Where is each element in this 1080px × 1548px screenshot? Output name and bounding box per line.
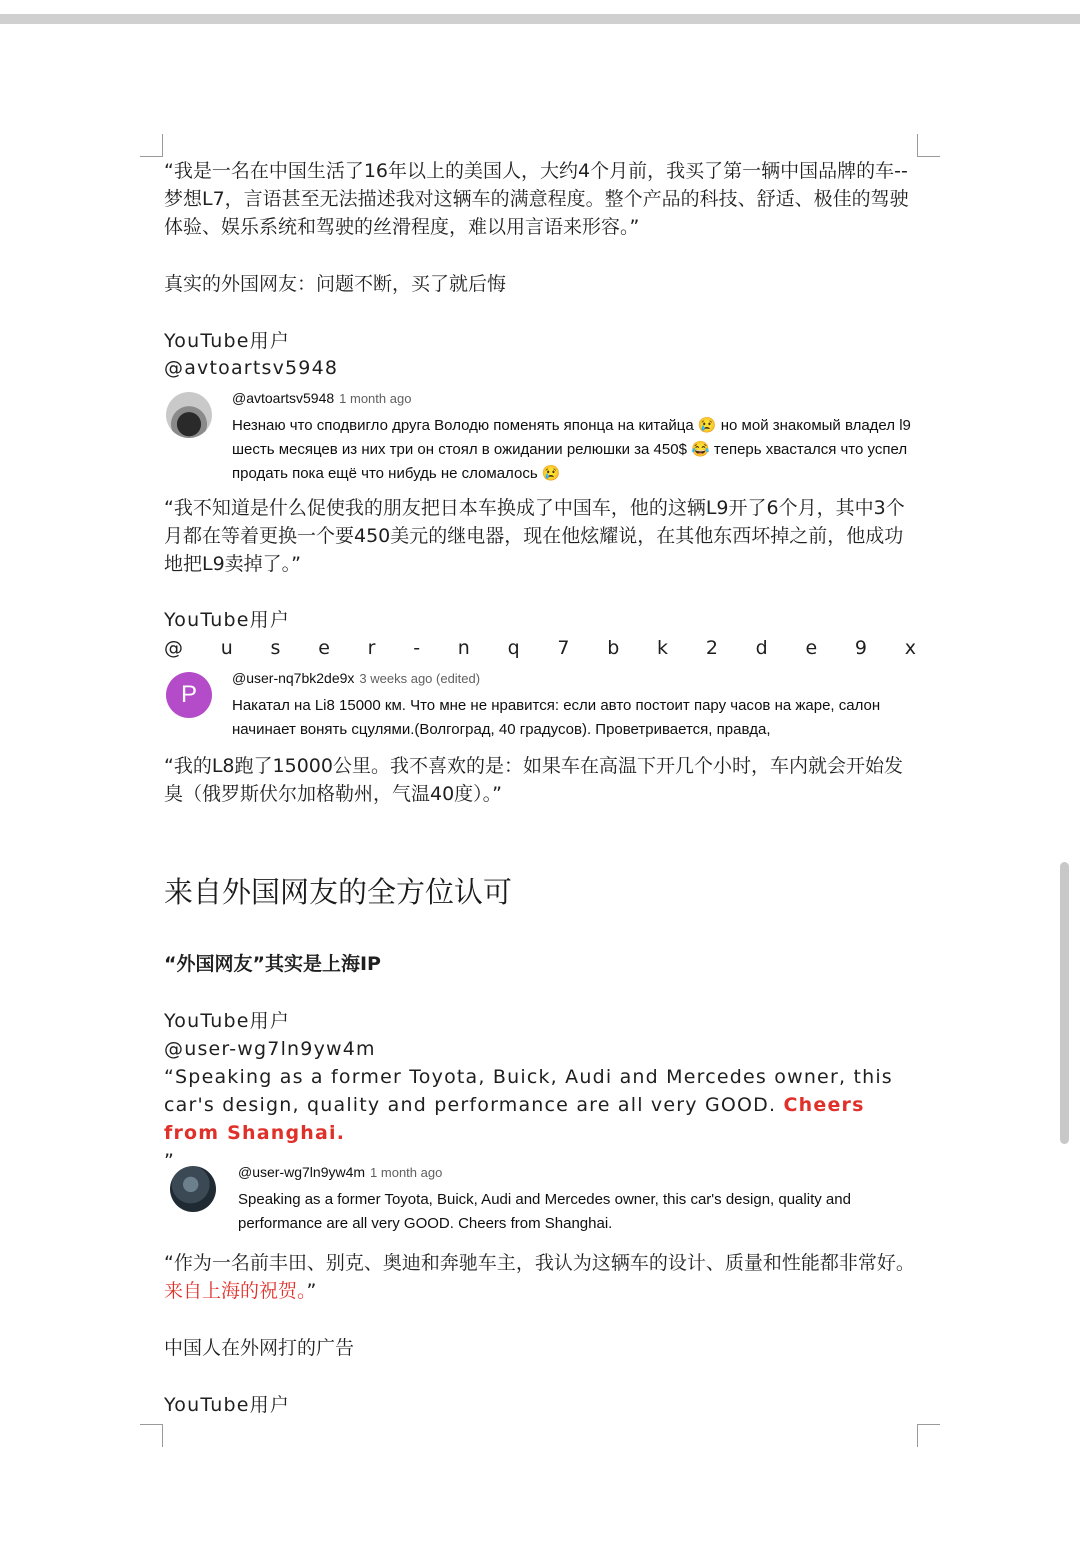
crop-mark-bottom-left xyxy=(140,1424,163,1447)
cheers-from-shanghai-text: Cheers from Shanghai. xyxy=(164,1094,865,1144)
comment-body-1: Незнаю что сподвигло друга Володю поменять японца на китайца 😢 но мой знакомый владел l9 шесть месяцев из них три он стоял в ожидании релюшки за 450$ 😂 теперь хвастался что успел продать пока ещё что нибудь не сломалось 😢 xyxy=(232,417,911,482)
english-quote-close: ” xyxy=(164,1150,176,1172)
comment-header-3 xyxy=(238,1162,442,1183)
paragraph-l9-relay-translation: “我不知道是什么促使我的朋友把日本车换成了中国车，他的这辆L9开了6个月，其中3个月都在等着更换一个要450美元的继电器，现在他炫耀说，在其他东西坏掉之前，他成功地把L9卖掉了。” xyxy=(164,497,905,575)
english-quote-text: “Speaking as a former Toyota, Buick, Audi and Mercedes owner, this car's design, quality and performance are all very GOOD. xyxy=(164,1066,893,1116)
comment-handle-1: @avtoartsv5948 xyxy=(232,390,335,406)
comment-body-3: Speaking as a former Toyota, Buick, Audi and Mercedes owner, this car's design, quality and performance are all very GOOD. Cheers from Shanghai. xyxy=(238,1191,851,1232)
vertical-scrollbar-thumb[interactable] xyxy=(1060,862,1069,1144)
source-label-2: YouTube用户 xyxy=(164,609,291,631)
crop-mark-bottom-right xyxy=(917,1424,940,1447)
user-handle-3: @user-wg7ln9yw4m xyxy=(164,1038,376,1060)
comment-header-1 xyxy=(232,388,411,409)
paragraph-shanghai-ip xyxy=(164,950,916,978)
paragraph-english-quote xyxy=(164,1063,916,1175)
crop-mark-top-left xyxy=(140,134,163,157)
photo-avatar-icon xyxy=(170,1166,216,1212)
comment-body-2: Накатал на Li8 15000 км. Что мне не нравится: если авто постоит пару часов на жаре, салон начинает вонять сцулями.(Волгоград, 40 градусов). Проветривается, правда, xyxy=(232,697,881,738)
comment-time-3: 1 month ago xyxy=(370,1165,443,1180)
comment-screenshot-3 xyxy=(164,1162,924,1238)
car-avatar-icon xyxy=(166,392,212,438)
crop-mark-top-right xyxy=(917,134,940,157)
user-handle-2 xyxy=(164,634,916,662)
shanghai-ip-text: “外国网友”其实是上海 xyxy=(164,953,360,975)
comment-screenshot-2 xyxy=(164,668,924,744)
paragraph-american-owner-quote: “我是一名在中国生活了16年以上的美国人，大约4个月前，我买了第一辆中国品牌的车--梦想L7，言语甚至无法描述我对这辆车的满意程度。整个产品的科技、舒适、极佳的驾驶体验、娱乐系统和驾驶的丝滑程度，难以用言语来形容。” xyxy=(164,160,909,238)
user-handle-2-text: @ u s e r - n q 7 b k 2 d e 9 x xyxy=(164,637,916,659)
comment-screenshot-1 xyxy=(164,388,924,488)
ip-bold-text: IP xyxy=(359,953,381,975)
paragraph-chinese-translation xyxy=(164,1249,916,1305)
letter-avatar-icon: P xyxy=(166,672,212,718)
user-handle-1: @avtoartsv5948 xyxy=(164,357,339,379)
source-label-3: YouTube用户 xyxy=(164,1010,291,1032)
paragraph-real-foreign-users: 真实的外国网友：问题不断，买了就后悔 xyxy=(164,273,507,295)
source-label-1: YouTube用户 xyxy=(164,330,291,352)
paragraph-l8-smell-translation: “我的L8跑了15000公里。我不喜欢的是：如果车在高温下开几个小时，车内就会开始发臭（俄罗斯伏尔加格勒州，气温40度）。” xyxy=(164,755,903,805)
paragraph-ads-by-chinese: 中国人在外网打的广告 xyxy=(164,1337,355,1359)
chinese-translation-close: ” xyxy=(306,1280,317,1302)
comment-handle-3: @user-wg7ln9yw4m xyxy=(238,1164,366,1180)
section-heading: 来自外国网友的全方位认可 xyxy=(164,875,513,909)
shanghai-greeting-text: 来自上海的祝贺。 xyxy=(164,1280,307,1302)
comment-time-1: 1 month ago xyxy=(339,391,412,406)
comment-handle-2: @user-nq7bk2de9x xyxy=(232,670,355,686)
comment-time-2: 3 weeks ago (edited) xyxy=(359,671,481,686)
comment-header-2 xyxy=(232,668,480,689)
chinese-translation-text: “作为一名前丰田、别克、奥迪和奔驰车主，我认为这辆车的设计、质量和性能都非常好。 xyxy=(164,1252,915,1274)
source-label-4: YouTube用户 xyxy=(164,1394,291,1416)
